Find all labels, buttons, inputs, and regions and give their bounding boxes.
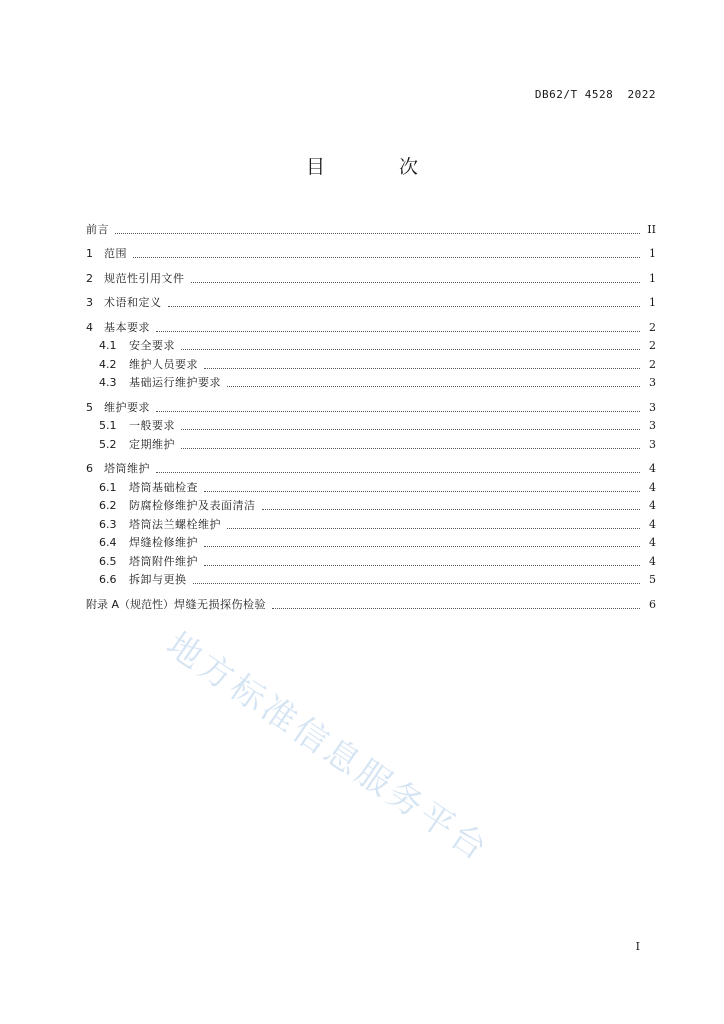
dot-leader <box>156 472 640 473</box>
toc-entry-page: 6 <box>649 597 656 611</box>
toc-entry-number: 4 <box>86 320 93 334</box>
toc-entry-title: 规范性引用文件 <box>104 271 185 285</box>
toc-entry-number: 4.1 <box>99 339 117 352</box>
dot-leader <box>272 608 640 609</box>
dot-leader <box>262 509 641 510</box>
toc-entry-number: 6.1 <box>99 480 117 494</box>
toc-entry-page: 4 <box>649 554 656 568</box>
watermark: 地方标准信息服务平台 <box>159 624 497 871</box>
dot-leader <box>204 546 640 547</box>
toc-entry[interactable] <box>86 353 656 372</box>
toc-entry-page: 3 <box>649 437 656 451</box>
toc-entry-page: 4 <box>649 480 656 494</box>
toc-entry-page: 2 <box>649 339 656 352</box>
dot-leader <box>168 306 641 307</box>
toc-entry-number: 6.4 <box>99 536 117 549</box>
toc-entry-title: 塔筒附件维护 <box>129 554 198 568</box>
toc-entry-number: 2 <box>86 271 93 285</box>
toc-entry-page: 4 <box>649 517 656 531</box>
toc-entry-title: 前言 <box>86 222 109 236</box>
dot-leader <box>133 257 640 258</box>
dot-leader <box>227 528 640 529</box>
toc-entry-number: 6.5 <box>99 554 117 568</box>
toc-entry-page: 3 <box>649 400 656 414</box>
toc-entry-title: 一般要求 <box>129 419 175 432</box>
toc-entry-title: 维护人员要求 <box>129 357 198 371</box>
toc-entry-number: 5.1 <box>99 419 117 432</box>
toc-entry-number: 3 <box>86 296 93 309</box>
toc-entry[interactable] <box>86 513 656 532</box>
toc-entry-page: 4 <box>649 499 656 512</box>
toc-entry-page: 2 <box>649 357 656 371</box>
toc-entry[interactable] <box>86 593 656 612</box>
toc-entry-number: 6.2 <box>99 499 117 512</box>
dot-leader <box>156 411 640 412</box>
toc-entry-number: 6.3 <box>99 517 117 531</box>
toc-entry-page: 4 <box>649 536 656 549</box>
toc-entry[interactable] <box>86 335 656 354</box>
toc-entry-number: 4.2 <box>99 357 117 371</box>
toc-entry[interactable] <box>86 372 656 391</box>
toc-entry-page: 1 <box>649 271 656 285</box>
toc-entry-title: 术语和定义 <box>104 296 162 309</box>
toc-entry[interactable] <box>86 433 656 452</box>
toc-entry-title: 塔筒基础检查 <box>129 480 198 494</box>
toc-entry-page: 3 <box>649 419 656 432</box>
toc-entry[interactable] <box>86 569 656 588</box>
dot-leader <box>181 429 640 430</box>
dot-leader <box>204 368 640 369</box>
toc-entry[interactable] <box>86 415 656 434</box>
toc-entry[interactable] <box>86 550 656 569</box>
toc-entry[interactable] <box>86 316 656 335</box>
toc-entry-title: 安全要求 <box>129 339 175 352</box>
toc-entry[interactable] <box>86 476 656 495</box>
dot-leader <box>181 448 640 449</box>
toc-entry-page: 1 <box>649 247 656 260</box>
toc-entry-number: 5.2 <box>99 437 117 451</box>
toc-entry-page: 4 <box>649 462 656 475</box>
toc-entry-title: 拆卸与更换 <box>129 573 187 586</box>
toc-entry-page: 2 <box>649 320 656 334</box>
toc-entry[interactable] <box>86 267 656 286</box>
dot-leader <box>156 331 640 332</box>
dot-leader <box>115 233 640 234</box>
toc-entry-title: 定期维护 <box>129 437 175 451</box>
toc-entry-page: II <box>647 222 656 236</box>
dot-leader <box>227 386 640 387</box>
toc-entry[interactable] <box>86 292 656 311</box>
toc-entry-number: 6.6 <box>99 573 117 586</box>
toc-entry-title: 范围 <box>104 247 127 260</box>
toc-entry[interactable] <box>86 243 656 262</box>
toc-entry-title: 塔筒法兰螺栓维护 <box>129 517 221 531</box>
toc-entry[interactable] <box>86 458 656 477</box>
toc-entry-number: 6 <box>86 462 93 475</box>
dot-leader <box>181 349 640 350</box>
toc-entry-number: 1 <box>86 247 93 260</box>
toc-entry-page: 1 <box>649 296 656 309</box>
document-code: DB62/T 4528 2022 <box>534 88 656 101</box>
toc-entry-number: 附录 A（规范性） <box>86 597 175 611</box>
toc-entry-title: 基础运行维护要求 <box>129 376 221 389</box>
toc-entry-title: 焊缝无损探伤检验 <box>174 597 267 611</box>
toc-entry-number: 4.3 <box>99 376 117 389</box>
toc-entry[interactable] <box>86 396 656 415</box>
page-number: I <box>635 940 640 953</box>
toc-entry-page: 3 <box>649 376 656 389</box>
toc-entry-number: 5 <box>86 400 93 414</box>
toc-entry-title: 维护要求 <box>104 400 150 414</box>
toc-entry[interactable] <box>86 495 656 514</box>
toc-entry-title: 基本要求 <box>104 320 150 334</box>
toc-entry-title: 防腐检修维护及表面清洁 <box>129 499 256 512</box>
dot-leader <box>193 583 641 584</box>
toc-entry[interactable] <box>86 218 656 237</box>
dot-leader <box>191 282 641 283</box>
dot-leader <box>204 491 640 492</box>
dot-leader <box>204 565 640 566</box>
toc-entry-title: 塔筒维护 <box>104 462 150 475</box>
toc-entry-title: 焊缝检修维护 <box>129 536 198 549</box>
toc-title: 目 次 <box>305 156 453 178</box>
table-of-contents <box>86 218 656 612</box>
toc-entry[interactable] <box>86 532 656 551</box>
toc-entry-page: 5 <box>649 573 656 586</box>
